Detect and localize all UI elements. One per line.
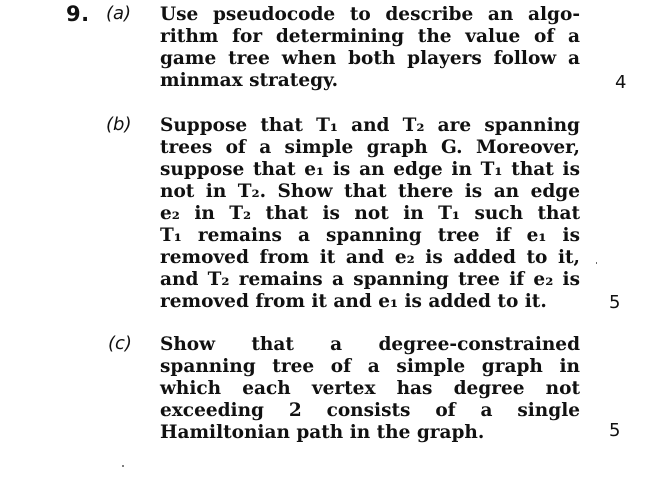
part-b-line: and T₂ remains a spanning tree if e₂ is (160, 269, 580, 290)
part-b-line: removed from it and e₂ is added to it, (160, 247, 580, 268)
part-a-marks: 4 (615, 72, 627, 93)
part-b-line: removed from it and e₁ is added to it. (160, 291, 547, 312)
part-c-line: exceeding 2 consists of a single (160, 400, 580, 421)
part-c-line: Hamiltonian path in the graph. (160, 422, 485, 443)
part-a-line: minmax strategy. (160, 70, 339, 91)
part-c-text (160, 334, 580, 444)
part-b-text (160, 115, 580, 313)
question-number: 9. (66, 2, 90, 26)
part-c-label: (c) (108, 333, 132, 354)
part-a-text (160, 4, 580, 92)
part-a-line: rithm for determining the value of a (160, 26, 580, 47)
part-a-line: game tree when both players follow a (160, 48, 580, 69)
part-b-line: Suppose that T₁ and T₂ are spanning (160, 115, 580, 136)
part-b-line: e₂ in T₂ that is not in T₁ such that (160, 203, 580, 224)
part-b-line: not in T₂. Show that there is an edge (160, 181, 580, 202)
part-b-line: trees of a simple graph G. Moreover, (160, 137, 580, 158)
part-b-line: T₁ remains a spanning tree if e₁ is (160, 225, 580, 246)
part-c-marks: 5 (609, 420, 621, 441)
scan-speck (596, 262, 597, 264)
part-b-line: suppose that e₁ is an edge in T₁ that is (160, 159, 580, 180)
part-b-marks: 5 (609, 292, 621, 313)
scan-speck (122, 465, 124, 467)
part-c-line: spanning tree of a simple graph in (160, 356, 580, 377)
part-c-line: Show that a degree-constrained (160, 334, 580, 355)
part-c-line: which each vertex has degree not (160, 378, 580, 399)
part-b-label: (b) (106, 114, 132, 135)
part-a-line: Use pseudocode to describe an algo- (160, 4, 580, 25)
part-a-label: (a) (106, 3, 132, 24)
